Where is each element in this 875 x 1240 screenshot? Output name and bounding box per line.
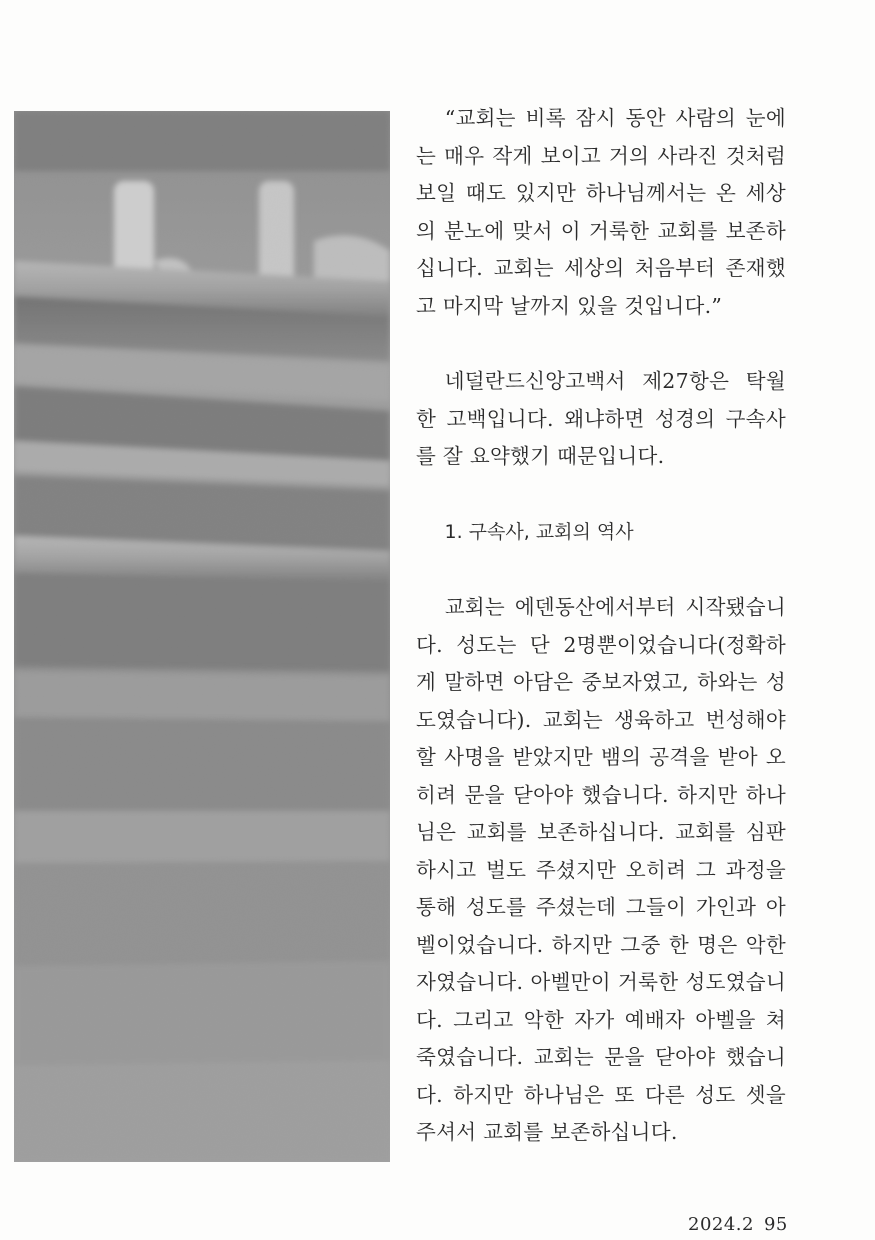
confession-paragraph: 네덜란드신앙고백서 제27항은 탁월한 고백입니다. 왜냐하면 성경의 구속사를 잘 요약했기 때문입니다.: [416, 369, 786, 468]
church-pews-photo: [14, 111, 390, 1162]
page-footer: [688, 1214, 788, 1235]
quote-paragraph: “교회는 비록 잠시 동안 사람의 눈에는 매우 작게 보이고 거의 사라진 것처럼 보일 때도 있지만 하나님께서는 온 세상의 분노에 맞서 이 거룩한 교회를 보존하십니다. 교회는 세상의 처음부터 존재했고 마지막 날까지 있을 것입니다.”: [416, 106, 786, 318]
page-number: 95: [763, 1214, 788, 1235]
section-heading: 1. 구속사, 교회의 역사: [444, 520, 634, 543]
article-text-column: [416, 100, 786, 1152]
issue-date: 2024.2: [688, 1214, 754, 1235]
eden-church-paragraph: 교회는 에덴동산에서부터 시작됐습니다. 성도는 단 2명뿐이었습니다(정확하게 말하면 아담은 중보자였고, 하와는 성도였습니다). 교회는 생육하고 번성해야 할 사명을 받았지만 뱀의 공격을 받아 오히려 문을 닫아야 했습니다. 하지만 하나님은 교회를 보존하십니다. 교회를 심판하시고 벌도 주셨지만 오히려 그 과정을 통해 성도를 주셨는데 그들이 가인과 아벨이었습니다. 하지만 그중 한 명은 악한 자였습니다. 아벨만이 거룩한 성도였습니다. 그리고 악한 자가 예배자 아벨을 쳐 죽였습니다. 교회는 문을 닫아야 했습니다. 하지만 하나님은 또 다른 성도 셋을 주셔서 교회를 보존하십니다.: [416, 595, 786, 1144]
